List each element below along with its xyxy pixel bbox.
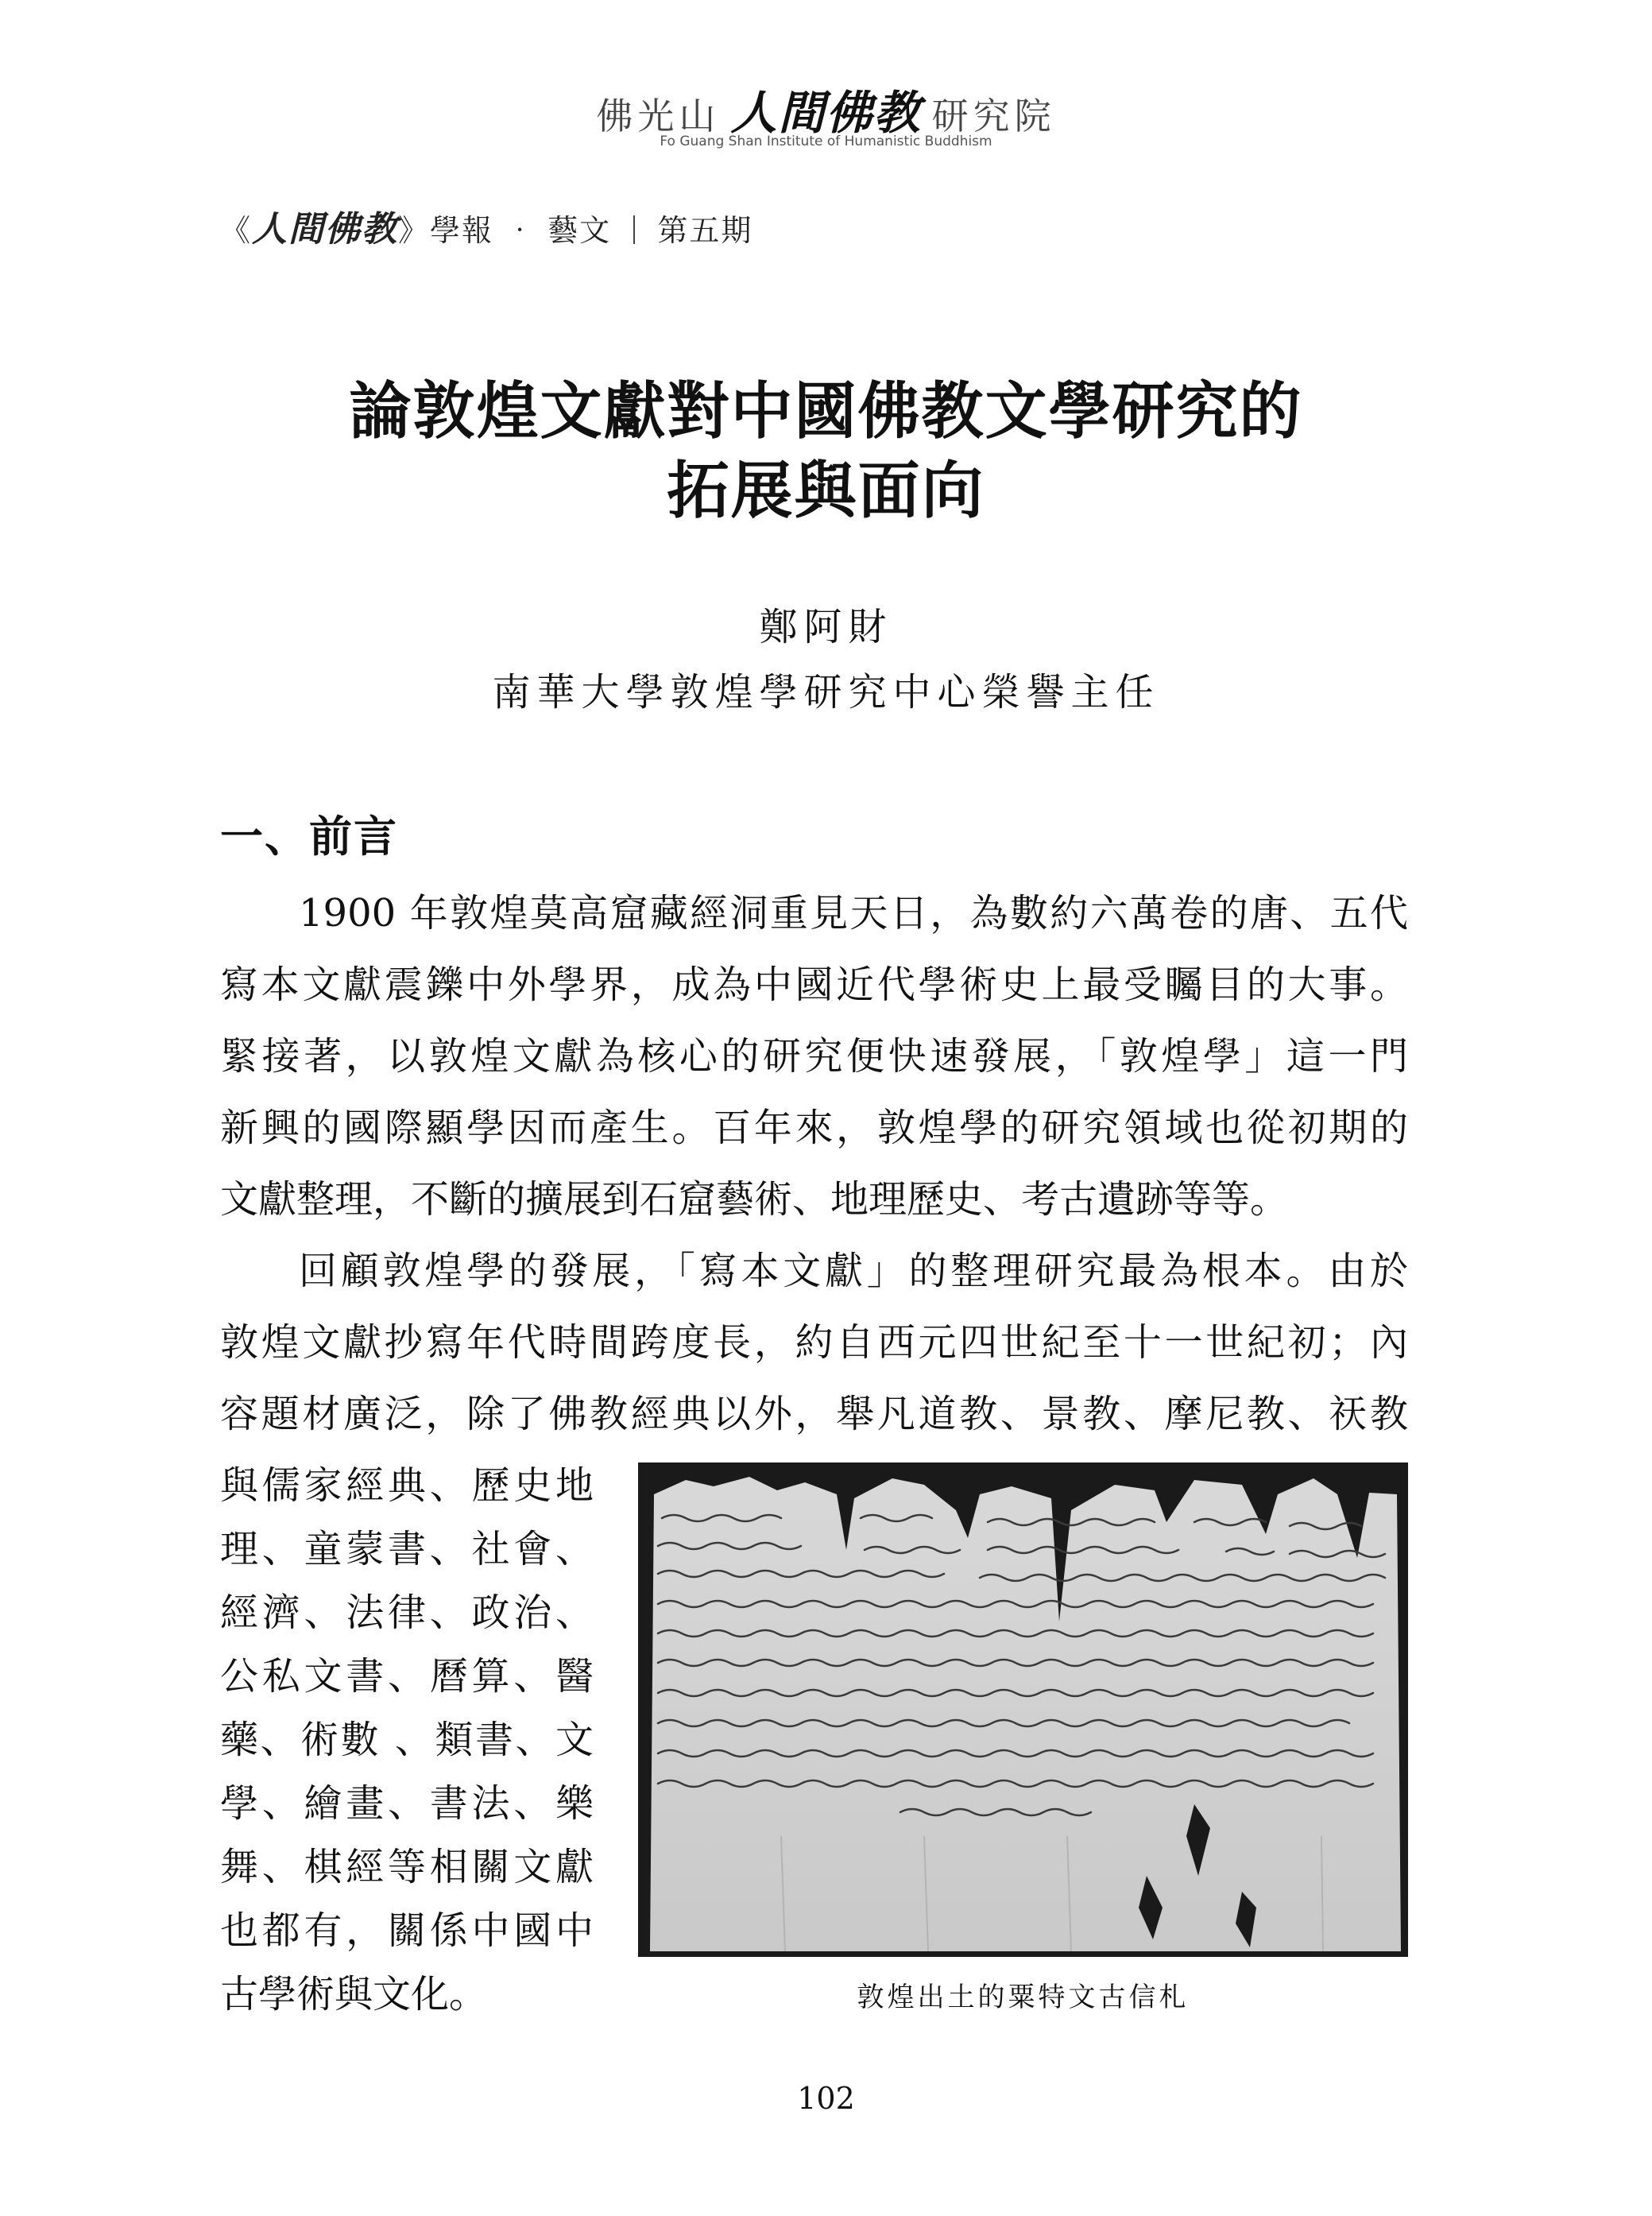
paragraph-line: 1900 年敦煌莫高窟藏經洞重見天日，為數約六萬卷的唐、五代 — [299, 891, 1408, 936]
institute-logo — [0, 76, 1652, 142]
paragraph-line: 藥、術數 、類書、文 — [220, 1718, 594, 1762]
manuscript-photo — [638, 1462, 1408, 1957]
paragraph-line: 也都有，關係中國中 — [220, 1908, 594, 1953]
paragraph-line: 緊接著，以敦煌文獻為核心的研究便快速發展，「敦煌學」這一門 — [220, 1034, 1408, 1079]
paragraph-line: 學、繪畫、書法、樂 — [220, 1781, 594, 1826]
sogdian-letter-image — [638, 1462, 1408, 1957]
running-divider — [633, 215, 635, 244]
paragraph-line: 回顧敦煌學的發展，「寫本文獻」的整理研究最為根本。由於 — [299, 1249, 1408, 1293]
logo-english: Fo Guang Shan Institute of Humanistic Buddhism — [660, 134, 992, 149]
logo-right-text: 研究院 — [931, 95, 1056, 138]
paragraph-line: 容題材廣泛，除了佛教經典以外，舉凡道教、景教、摩尼教、祆教 — [220, 1392, 1408, 1436]
paragraph-line: 古學術與文化。 — [220, 1972, 488, 2016]
paper-title-line-2: 拓展與面向 — [667, 455, 985, 527]
logo-left-text: 佛光山 — [596, 95, 721, 138]
paragraph-line: 舞、棋經等相關文獻 — [220, 1845, 594, 1889]
author-name: 鄭阿財 — [759, 605, 893, 649]
running-open-bracket: 《 — [220, 213, 253, 248]
paragraph-line: 文獻整理，不斷的擴展到石窟藝術、地理歷史、考古遺跡等等。 — [220, 1177, 1289, 1222]
page-number: 102 — [797, 2081, 855, 2116]
running-journal: 》學報 ‧ 藝文 — [398, 213, 612, 248]
section-heading: 一、前言 — [220, 811, 398, 862]
paragraph-line: 敦煌文獻抄寫年代時間跨度長，約自西元四世紀至十一世紀初；內 — [220, 1320, 1408, 1365]
paragraph-line: 理、童蒙書、社會、 — [220, 1527, 594, 1571]
running-brand: 人間佛教 — [252, 209, 399, 250]
running-header — [220, 200, 752, 251]
paragraph-line: 公私文書、曆算、醫 — [220, 1654, 594, 1699]
running-issue: 第五期 — [657, 213, 753, 248]
paragraph-line: 與儒家經典、歷史地 — [220, 1463, 594, 1508]
paper-title-line-1: 論敦煌文獻對中國佛教文學研究的 — [349, 375, 1303, 447]
paragraph-line: 寫本文獻震鑠中外學界，成為中國近代學術史上最受矚目的大事。 — [220, 963, 1408, 1007]
author-affiliation: 南華大學敦煌學研究中心榮譽主任 — [492, 670, 1160, 715]
paragraph-line: 經濟、法律、政治、 — [220, 1590, 594, 1635]
figure-caption: 敦煌出土的粟特文古信札 — [857, 1982, 1190, 2013]
paragraph-line: 新興的國際顯學因而產生。百年來，敦煌學的研究領域也從初期的 — [220, 1106, 1408, 1150]
logo-calligraphy: 人間佛教 — [730, 86, 922, 140]
